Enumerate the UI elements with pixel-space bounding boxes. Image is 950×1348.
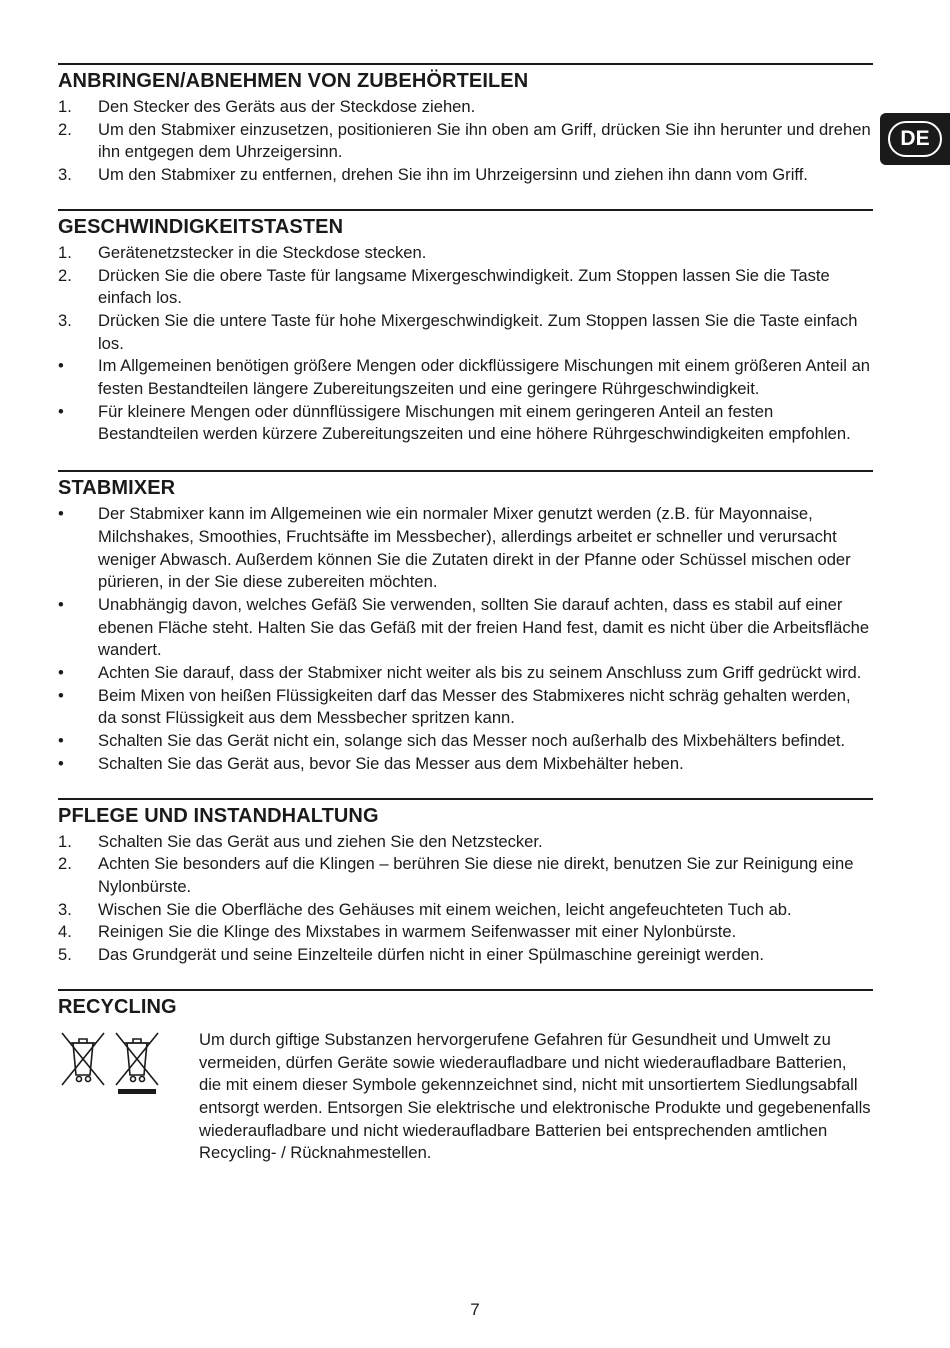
list-item-text: Schalten Sie das Gerät nicht ein, solange sich das Messer noch außerhalb des Mixbehälters befindet. <box>98 731 846 751</box>
recycling-symbols <box>58 1029 199 1165</box>
list-marker: • <box>58 356 64 376</box>
list-item-text: Den Stecker des Geräts aus der Steckdose ziehen. <box>98 97 476 116</box>
language-badge: DE <box>888 121 942 157</box>
section-recycling <box>58 989 873 1165</box>
list-marker: 4. <box>58 922 72 942</box>
list-item <box>58 119 873 164</box>
list-item-text: Reinigen Sie die Klinge des Mixstabes in warmem Seifenwasser mit einer Nylonbürste. <box>98 922 737 942</box>
list-item <box>58 831 873 854</box>
list-item <box>58 662 873 685</box>
list-item-text: Schalten Sie das Gerät aus und ziehen Sie den Netzstecker. <box>98 831 543 851</box>
list-item <box>58 899 873 922</box>
section-divider <box>58 63 873 65</box>
list-marker: 3. <box>58 165 72 185</box>
list-item-text: Unabhängig davon, welches Gefäß Sie verwenden, sollten Sie darauf achten, dass es stabil auf einer ebenen Fläche steht. Halten Sie das Gefäß mit der freien Hand fest, damit es nicht über die Arbeitsfläche wandert. <box>98 594 870 660</box>
list-marker: 2. <box>58 265 72 285</box>
list-item <box>58 242 873 265</box>
section-divider <box>58 209 873 211</box>
list-item-text: Der Stabmixer kann im Allgemeinen wie ein normaler Mixer genutzt werden (z.B. für Mayonnaise, Milchshakes, Smoothies, Fruchtsäfte im Messbecher), allerdings arbeitet er schneller und verursacht weniger Abwasch. Außerdem können Sie die Zutaten direkt in der Pfanne oder Schüssel mischen oder pürieren, in der Sie diese zubereiten möchten. <box>98 504 851 592</box>
section-hand-blender <box>58 470 873 775</box>
section-divider <box>58 989 873 991</box>
section-speed-buttons <box>58 209 873 446</box>
section-title: STABMIXER <box>58 477 176 500</box>
list-item <box>58 164 873 187</box>
list-item <box>58 355 873 400</box>
list-item <box>58 944 873 967</box>
section-divider <box>58 470 873 472</box>
list-marker: • <box>58 594 64 614</box>
section-title: GESCHWINDIGKEITSTASTEN <box>58 215 344 238</box>
list-item-text: Drücken Sie die untere Taste für hohe Mixergeschwindigkeit. Zum Stoppen lassen Sie die Taste einfach los. <box>98 310 858 353</box>
list-item <box>58 730 873 753</box>
section-care-maintenance <box>58 798 873 967</box>
list-item-text: Beim Mixen von heißen Flüssigkeiten darf das Messer des Stabmixeres nicht schräg gehalten werden, da sonst Flüssigkeit aus dem Messbecher spritzen kann. <box>98 685 851 728</box>
list-marker: 1. <box>58 242 72 262</box>
list-marker: 2. <box>58 854 72 874</box>
crossed-bin-with-bar-icon <box>112 1031 162 1095</box>
list-item-text: Schalten Sie das Gerät aus, bevor Sie das Messer aus dem Mixbehälter heben. <box>98 753 684 773</box>
list-item-text: Um den Stabmixer zu entfernen, drehen Sie ihn im Uhrzeigersinn und ziehen ihn dann vom Griff. <box>98 165 808 185</box>
list-marker: • <box>58 504 64 524</box>
list-marker: 5. <box>58 945 72 965</box>
list-marker: • <box>58 663 64 683</box>
list-item-text: Für kleinere Mengen oder dünnflüssigere Mischungen mit einem geringeren Anteil an festen Bestandteilen werden kürzere Zubereitungszeiten und eine höhere Rührgeschwindigkeiten empfohlen. <box>98 401 851 444</box>
list-item <box>58 265 873 310</box>
list-item <box>58 310 873 355</box>
list-item-text: Das Grundgerät und seine Einzelteile dürfen nicht in einer Spülmaschine gereinigt werden. <box>98 945 764 965</box>
list-item <box>58 96 873 119</box>
list-marker: 2. <box>58 119 72 139</box>
list-item-text: Im Allgemeinen benötigen größere Mengen oder dickflüssigere Mischungen mit einem größeren Anteil an festen Bestandteilen längere Zubereitungszeiten und eine geringere Rührgeschwindigkeit. <box>98 356 871 399</box>
list-marker: 1. <box>58 831 72 851</box>
section-accessories <box>58 63 873 187</box>
section-title: PFLEGE UND INSTANDHALTUNG <box>58 804 379 827</box>
section-title: ANBRINGEN/ABNEHMEN VON ZUBEHÖRTEILEN <box>58 70 529 92</box>
list-item <box>58 401 873 446</box>
recycling-text: Um durch giftige Substanzen hervorgerufene Gefahren für Gesundheit und Umwelt zu vermeiden, dürfen Geräte sowie wiederaufladbare und nicht wiederaufladbare Batterien, die mit einem dieser Symbole gekennzeichnet sind, nicht mit unsortiertem Siedlungsabfall entsorgt werden. Entsorgen Sie elektrische und elektronische Produkte und gegebenenfalls wiederaufladbare und nicht wiederaufladbare Batterien bei entsprechenden amtlichen Recycling- / Rücknahmestellen. <box>199 1029 871 1163</box>
section-title: RECYCLING <box>58 995 177 1018</box>
list-item <box>58 594 873 662</box>
list-item-text: Gerätenetzstecker in die Steckdose stecken. <box>98 242 427 262</box>
crossed-bin-icon <box>58 1031 108 1087</box>
list-item-text: Um den Stabmixer einzusetzen, positionieren Sie ihn oben am Griff, drücken Sie ihn herunter und drehen ihn entgegen dem Uhrzeigersinn. <box>98 119 871 162</box>
list-item-text: Wischen Sie die Oberfläche des Gehäuses mit einem weichen, leicht angefeuchteten Tuch ab. <box>98 899 792 919</box>
recycling-content <box>58 1029 873 1165</box>
bullet-list <box>58 503 873 775</box>
list-marker: • <box>58 731 64 751</box>
list-item-text: Achten Sie darauf, dass der Stabmixer nicht weiter als bis zu seinem Anschluss zum Griff gedrückt wird. <box>98 663 862 683</box>
list-marker: 1. <box>58 97 72 116</box>
list-marker: • <box>58 401 64 421</box>
numbered-list <box>58 242 873 446</box>
list-marker: • <box>58 685 64 705</box>
list-item <box>58 753 873 776</box>
numbered-list <box>58 96 873 187</box>
language-tab <box>880 113 950 165</box>
list-item-text: Achten Sie besonders auf die Klingen – berühren Sie diese nie direkt, benutzen Sie zur Reinigung eine Nylonbürste. <box>98 854 854 896</box>
list-item-text: Drücken Sie die obere Taste für langsame Mixergeschwindigkeit. Zum Stoppen lassen Sie die Taste einfach los. <box>98 265 830 308</box>
section-divider <box>58 798 873 800</box>
list-item <box>58 503 873 594</box>
list-marker: 3. <box>58 899 72 919</box>
list-marker: • <box>58 753 64 773</box>
page-number: 7 <box>470 1300 480 1319</box>
document-body <box>58 63 873 1165</box>
numbered-list <box>58 831 873 967</box>
list-marker: 3. <box>58 310 72 330</box>
list-item <box>58 921 873 944</box>
list-item <box>58 685 873 730</box>
list-item <box>58 853 873 898</box>
